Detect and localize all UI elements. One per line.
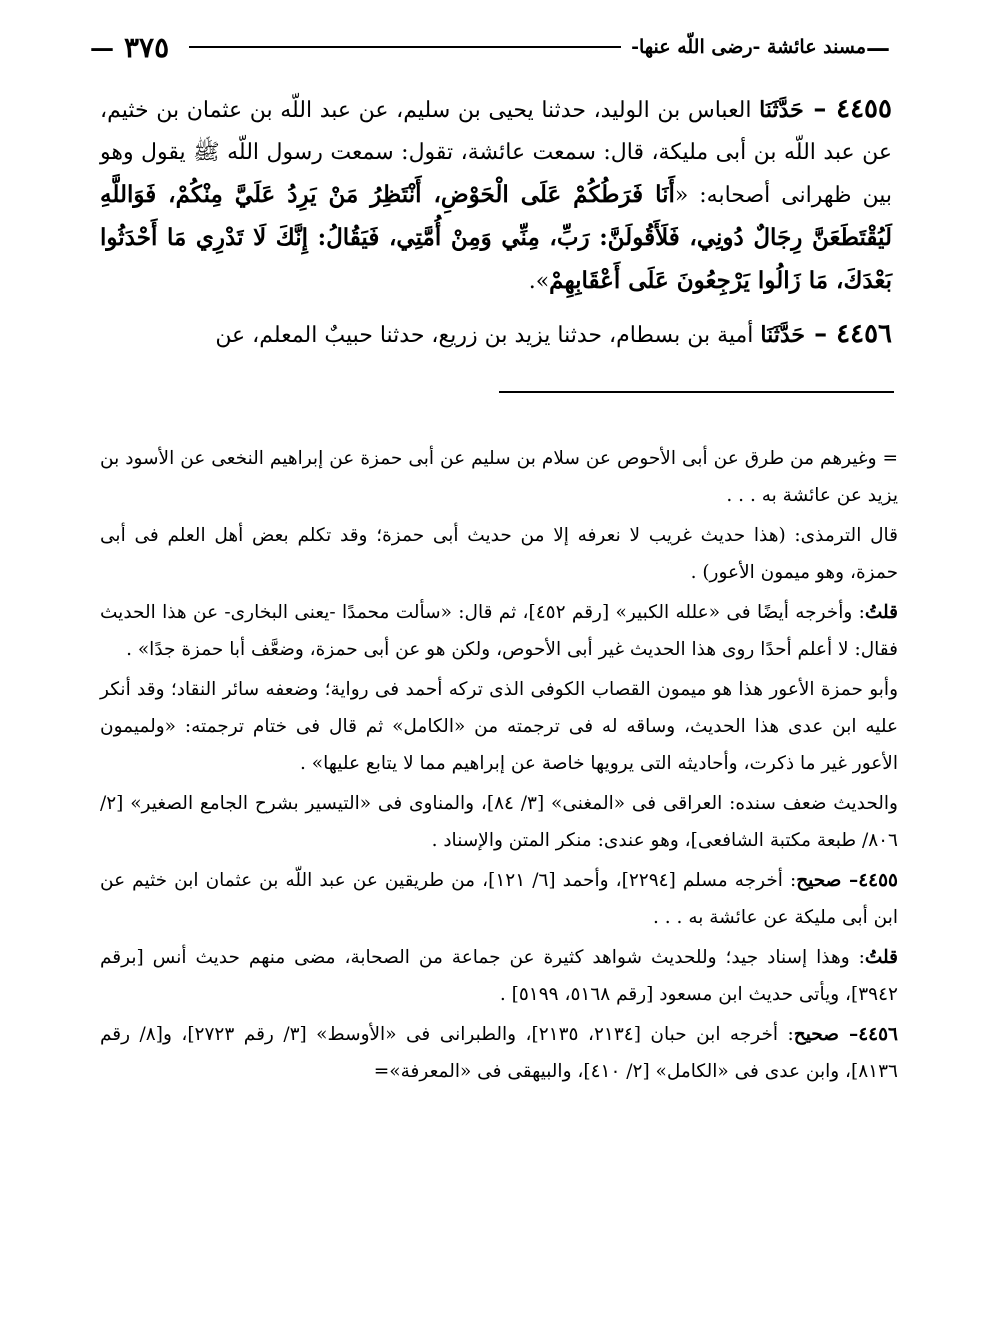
note-daif: والحديث ضعف سنده: العراقى فى «المغنى» [٣/ ٨٤]، والمناوى فى «التيسير بشرح الجامع الصغير» [٢/ ٨٠٦/ طبعة مكتبة الشافعى]، وهو عندى: منكر المتن والإسناد . xyxy=(100,793,898,851)
header-dash-left: — xyxy=(90,32,114,62)
hadith-number: ٤٤٥٥ xyxy=(836,94,892,124)
note-text: : أخرجه ابن حبان [٢١٣٤، ٢١٣٥]، والطبرانى فى «الأوسط» [٣/ رقم ٢٧٢٣]، و[٨/ رقم ٨١٣٦]، وابن عدى فى «الكامل» [٢/ ٤١٠]، والبيهقى فى «المعرفة»= xyxy=(100,1024,898,1082)
hadith-number: ٤٤٥٦ xyxy=(836,319,892,349)
note-abu-hamza: وأبو حمزة الأعور هذا هو ميمون القصاب الكوفى الذى تركه أحمد فى رواية؛ وضعفه سائر النقاد؛ وقد أنكر عليه ابن عدى هذا الحديث، وساقه له فى ترجمته من «الكامل» ثم قال فى ختام ترجمته: «ولميمون الأعور غير ما ذكرت، وأحاديثه التى يرويها خاصة عن إبراهيم مما لا يتابع عليها» . xyxy=(100,679,898,774)
hadith-end: ». xyxy=(528,269,550,294)
header-rule xyxy=(189,46,621,48)
note-label: قلتُ xyxy=(864,602,898,623)
page-number: ٣٧٥ xyxy=(124,30,170,64)
hadith-matn: أَنَا فَرَطُكُمْ عَلَى الْحَوْضِ، أَنْتَظِرُ مَنْ يَرِدُ عَلَيَّ مِنْكُمْ، فَوَاللَّهِ لَيُقْتَطَعَنَّ رِجَالٌ دُونِي، فَلَأَقُولَنَّ: رَبِّ، مِنِّي وَمِنْ أُمَّتِي، فَيَقُالُ: إِنَّكَ لَا تَدْرِي مَا أَحْدَثُوا بَعْدَكَ، مَا زَالُوا يَرْجِعُونَ عَلَى أَعْقَابِهِمْ xyxy=(100,181,892,294)
note-tirmidhi: قال الترمذى: (هذا حديث غريب لا نعرفه إلا من حديث أبى حمزة؛ وقد تكلم بعض أهل العلم فى أبى حمزة، وهو ميمون الأعور) . xyxy=(100,525,898,583)
hadith-isnad: العباس بن الوليد، حدثنا يحيى بن سليم، عن عبد اللّه بن عثمان بن خثيم، عن عبد اللّه بن أبى مليكة، قال: سمعت عائشة، تقول: سمعت رسول اللّه ﷺ يقول وهو بين ظهرانى أصحابه: « xyxy=(100,98,892,208)
header-dash-right: — xyxy=(866,32,890,62)
footnote-divider xyxy=(499,391,894,393)
note-label: ٤٤٥٥– صحيح xyxy=(796,870,898,891)
note-4456 xyxy=(100,1016,898,1090)
hadith-sep: – xyxy=(805,319,837,349)
note-text: : وهذا إسناد جيد؛ وللحديث شواهد كثيرة عن جماعة من الصحابة، مضى منهم حديث أنس [برقم ٣٩٤٢]، ويأتى حديث ابن مسعود [رقم ٥١٦٨، ٥١٩٩] . xyxy=(100,947,898,1005)
note-4455 xyxy=(100,862,898,936)
hadith-4456 xyxy=(100,313,892,357)
note-qultu-1 xyxy=(100,594,898,668)
hadith-narration-key: حَدَّثَنَا xyxy=(760,322,806,348)
footnotes xyxy=(100,440,898,1093)
note-label: قلتُ xyxy=(864,947,898,968)
note-text: : أخرجه مسلم [٢٢٩٤]، وأحمد [٦/ ١٢١]، من طريقين عن عبد اللّه بن عثمان ابن خثيم عن ابن أبى مليكة عن عائشة به . . . xyxy=(100,870,898,928)
running-title: مسند عائشة -رضى اللّه عنها- xyxy=(631,36,866,58)
hadith-4455 xyxy=(100,88,892,303)
main-text xyxy=(100,88,892,367)
note-qultu-2 xyxy=(100,939,898,1013)
note-text: : وأخرجه أيضًا فى «علله الكبير» [رقم ٤٥٢]، ثم قال: «سألت محمدًا -يعنى البخارى- عن هذا الحديث فقال: لا أعلم أحدًا روى هذا الحديث غير أبى الأحوص، ولكن هو عن أبى حمزة، وضعَّف أبا حمزة جدًا» . xyxy=(100,602,898,660)
hadith-isnad: أمية بن بسطام، حدثنا يزيد بن زريع، حدثنا حبيبٌ المعلم، عن xyxy=(215,323,761,348)
page-header xyxy=(90,30,890,64)
hadith-sep: – xyxy=(803,94,837,124)
note-continuation: = وغيرهم من طرق عن أبى الأحوص عن سلام بن سليم عن أبى حمزة عن إبراهيم النخعى عن الأسود بن يزيد عن عائشة به . . . xyxy=(100,448,898,506)
note-label: ٤٤٥٦– صحيح xyxy=(793,1024,898,1045)
hadith-narration-key: حَدَّثَنَا xyxy=(759,97,804,123)
